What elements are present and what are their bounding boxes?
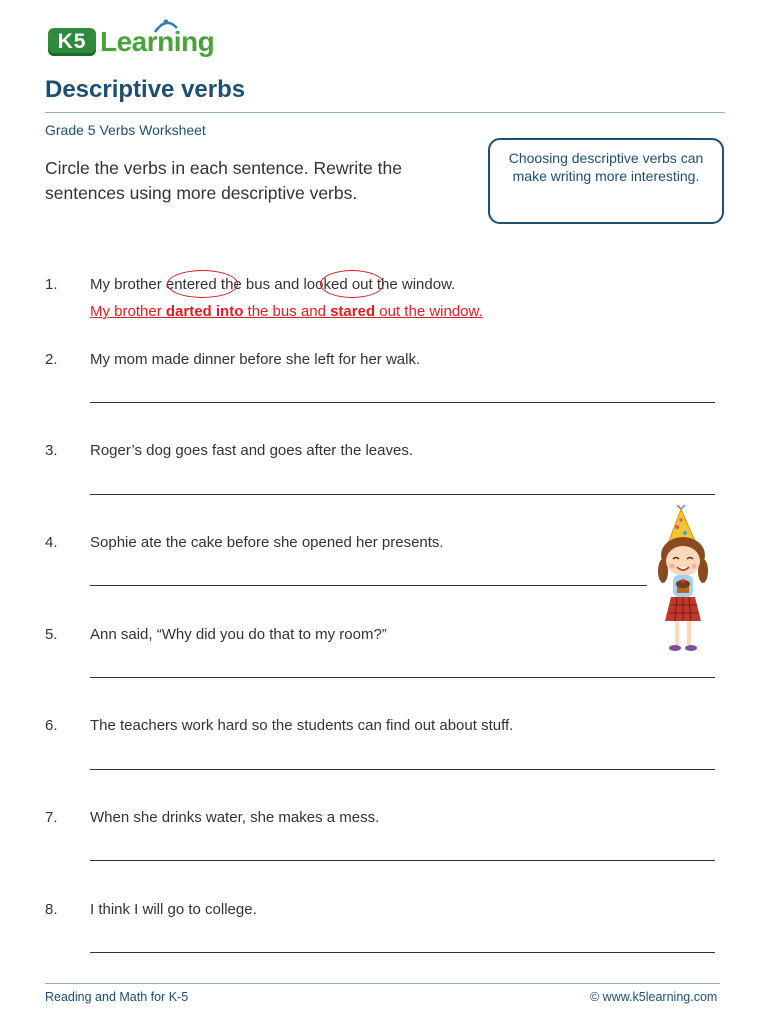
party-girl-illustration [655,505,719,657]
example-answer [90,303,483,320]
answer-line[interactable] [90,860,715,861]
page-title: Descriptive verbs [45,76,246,103]
question-sentence: I think I will go to college. [90,901,257,918]
answer-line[interactable] [90,677,715,678]
verb-circle-mark [320,270,384,298]
descriptive-verb-stared: stared [330,303,376,320]
example-answer-part: out the window. [375,303,483,320]
answer-line[interactable] [90,769,715,770]
example-answer-part: the bus and [243,303,331,320]
question-number: 5. [45,626,58,643]
question-number: 3. [45,442,58,459]
example-answer-part: My brother [90,303,166,320]
answer-line[interactable] [90,494,715,495]
question-number: 6. [45,717,58,734]
question-sentence: When she drinks water, she makes a mess. [90,809,380,826]
answer-line[interactable] [90,402,715,403]
question-sentence: Ann said, “Why did you do that to my room?” [90,626,387,643]
footer-website-link[interactable]: © www.k5learning.com [590,990,718,1004]
example-sentence-part: out the window. [347,276,456,293]
example-sentence [90,276,455,293]
footer-divider [45,983,720,984]
question-number: 2. [45,351,58,368]
k5-learning-logo [48,22,218,62]
descriptive-verb-darted-into: darted into [165,303,244,320]
tip-callout-text: Choosing descriptive verbs can make writing more interesting. [508,150,704,184]
circled-verb-looked: looked [303,276,348,293]
question-sentence: Sophie ate the cake before she opened her presents. [90,534,444,551]
question-number: 4. [45,534,58,551]
example-sentence-part: My brother [90,276,166,293]
question-sentence: My mom made dinner before she left for her walk. [90,351,421,368]
header-divider [45,112,725,113]
answer-line[interactable] [90,585,647,586]
answer-line[interactable] [90,952,715,953]
instructions-text: Circle the verbs in each sentence. Rewrite the sentences using more descriptive verbs. [45,158,402,203]
question-sentence: Roger’s dog goes fast and goes after the leaves. [90,442,413,459]
footer-tagline: Reading and Math for K-5 [45,990,189,1004]
question-number: 1. [45,276,58,293]
tip-callout-box [488,138,724,224]
circled-verb-entered: entered [165,276,217,293]
question-number: 8. [45,901,58,918]
verb-circle-mark [167,270,238,298]
logo-wordmark: Learning [100,26,215,57]
worksheet-subtitle: Grade 5 Verbs Worksheet [45,122,206,138]
question-sentence: The teachers work hard so the students can find out about stuff. [90,717,514,734]
question-number: 7. [45,809,58,826]
logo-badge: K5 [48,28,96,56]
logo-swirl-icon [151,16,181,36]
example-sentence-part: the bus and [216,276,304,293]
